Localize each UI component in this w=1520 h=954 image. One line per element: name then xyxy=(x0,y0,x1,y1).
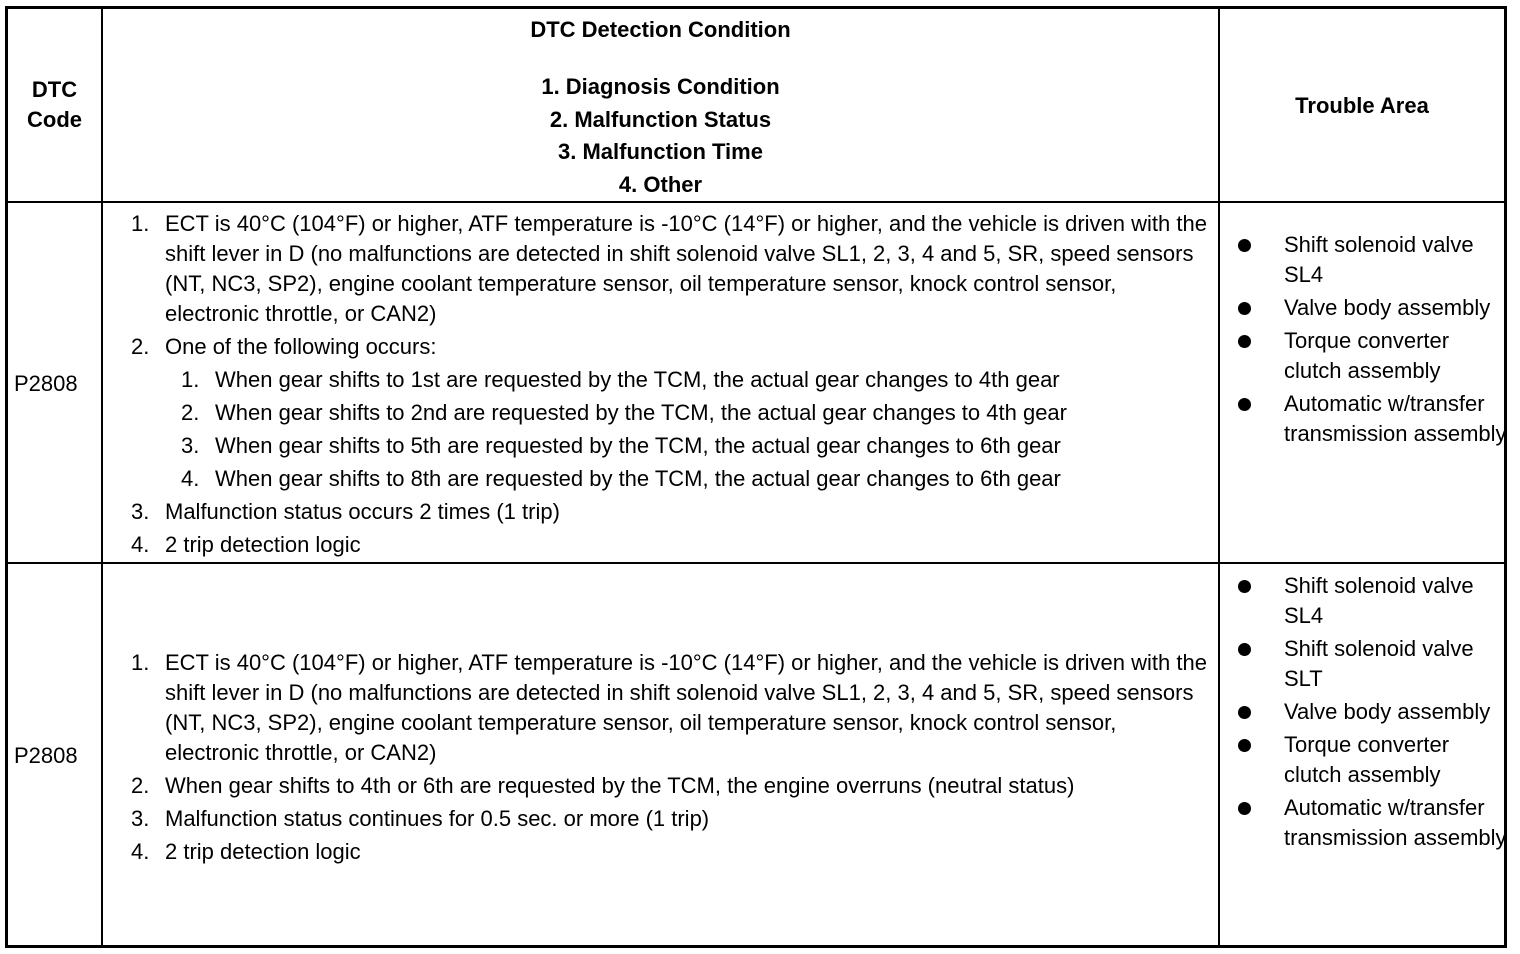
bullet-icon xyxy=(1238,239,1251,252)
condition-number: 4. xyxy=(131,532,150,557)
condition-item xyxy=(121,771,1213,801)
header-detection-item: 2. Malfunction Status xyxy=(549,106,772,132)
trouble-area-cell xyxy=(1228,230,1508,452)
condition-number: 3. xyxy=(181,433,200,458)
header-dtc-code-line: Code xyxy=(27,107,82,132)
condition-item xyxy=(121,530,1213,560)
dtc-code-cell: P2808 xyxy=(14,371,78,396)
trouble-area-text: Automatic w/transfer transmission assembly xyxy=(1284,795,1507,850)
dtc-table xyxy=(5,6,1507,948)
trouble-area-item xyxy=(1228,697,1508,727)
trouble-area-item xyxy=(1228,634,1508,694)
condition-text: One of the following occurs: xyxy=(165,334,437,359)
trouble-area-text: Valve body assembly xyxy=(1284,699,1491,724)
condition-item xyxy=(121,209,1213,329)
condition-number: 1. xyxy=(131,211,150,236)
condition-number: 4. xyxy=(181,466,200,491)
trouble-area-item xyxy=(1228,571,1508,631)
condition-text: ECT is 40°C (104°F) or higher, ATF temperature is -10°C (14°F) or higher, and the vehicle is driven with the shift lever in D (no malfunctions are detected in shift solenoid valve SL1, 2, 3, 4 and 5, SR, speed sensors (NT, NC3, SP2), engine coolant temperature sensor, oil temperature sensor, knock control sensor, electronic throttle, or CAN2) xyxy=(165,211,1207,326)
trouble-area-list xyxy=(1228,571,1508,853)
dtc-code-cell: P2808 xyxy=(14,743,78,768)
trouble-area-item xyxy=(1228,230,1508,290)
bullet-icon xyxy=(1238,302,1251,315)
condition-text: Malfunction status occurs 2 times (1 trip) xyxy=(165,499,560,524)
header-dtc-code xyxy=(8,9,101,201)
bullet-icon xyxy=(1238,706,1251,719)
trouble-area-item xyxy=(1228,326,1508,386)
bullet-icon xyxy=(1238,335,1251,348)
condition-item xyxy=(121,332,1213,362)
condition-text: When gear shifts to 4th or 6th are requested by the TCM, the engine overruns (neutral status) xyxy=(165,773,1075,798)
trouble-area-item xyxy=(1228,730,1508,790)
condition-item xyxy=(121,648,1213,768)
condition-number: 3. xyxy=(131,806,150,831)
trouble-area-text: Shift solenoid valve SL4 xyxy=(1284,573,1474,628)
header-trouble-area xyxy=(1220,9,1504,201)
condition-item xyxy=(121,497,1213,527)
trouble-area-item xyxy=(1228,793,1508,853)
condition-item xyxy=(121,837,1213,867)
trouble-area-item xyxy=(1228,389,1508,449)
condition-text: When gear shifts to 2nd are requested by the TCM, the actual gear changes to 4th gear xyxy=(215,400,1067,425)
bullet-icon xyxy=(1238,398,1251,411)
condition-list xyxy=(121,648,1213,867)
condition-item xyxy=(121,804,1213,834)
row-divider xyxy=(8,201,1504,203)
detection-condition-cell xyxy=(121,648,1213,870)
condition-text: Malfunction status continues for 0.5 sec. or more (1 trip) xyxy=(165,806,710,831)
condition-number: 1. xyxy=(131,650,150,675)
header-detection-item: 3. Malfunction Time xyxy=(558,139,763,164)
condition-number: 1. xyxy=(181,367,200,392)
trouble-area-list xyxy=(1228,230,1508,449)
condition-text: When gear shifts to 5th are requested by the TCM, the actual gear changes to 6th gear xyxy=(215,433,1061,458)
bullet-icon xyxy=(1238,580,1251,593)
condition-text: ECT is 40°C (104°F) or higher, ATF temperature is -10°C (14°F) or higher, and the vehicle is driven with the shift lever in D (no malfunctions are detected in shift solenoid valve SL1, 2, 3, 4 and 5, SR, speed sensors (NT, NC3, SP2), engine coolant temperature sensor, oil temperature sensor, knock control sensor, electronic throttle, or CAN2) xyxy=(165,650,1207,765)
condition-text: 2 trip detection logic xyxy=(165,532,361,557)
header-trouble-area-label: Trouble Area xyxy=(1295,93,1429,118)
condition-subitem xyxy=(121,431,1213,461)
header-dtc-code-line: DTC xyxy=(31,77,78,102)
condition-text: When gear shifts to 1st are requested by the TCM, the actual gear changes to 4th gear xyxy=(215,367,1060,392)
condition-number: 2. xyxy=(181,400,200,425)
condition-number: 3. xyxy=(131,499,150,524)
condition-list xyxy=(121,209,1213,560)
condition-number: 2. xyxy=(131,773,150,798)
trouble-area-item xyxy=(1228,293,1508,323)
header-detection-item: 4. Other xyxy=(618,171,703,197)
condition-number: 4. xyxy=(131,839,150,864)
condition-text: 2 trip detection logic xyxy=(165,839,361,864)
bullet-icon xyxy=(1238,802,1251,815)
header-detection-title: DTC Detection Condition xyxy=(530,17,791,42)
condition-text: When gear shifts to 8th are requested by the TCM, the actual gear changes to 6th gear xyxy=(215,466,1061,491)
header-detection-item: 1. Diagnosis Condition xyxy=(541,74,780,99)
bullet-icon xyxy=(1238,739,1251,752)
trouble-area-text: Valve body assembly xyxy=(1284,295,1491,320)
condition-subitem xyxy=(121,365,1213,395)
trouble-area-text: Automatic w/transfer transmission assembly xyxy=(1284,391,1507,446)
detection-condition-cell xyxy=(121,209,1213,563)
condition-subitem xyxy=(121,398,1213,428)
trouble-area-text: Torque converter clutch assembly xyxy=(1284,732,1450,787)
trouble-area-text: Torque converter clutch assembly xyxy=(1284,328,1450,383)
trouble-area-cell xyxy=(1228,571,1508,856)
condition-subitem xyxy=(121,464,1213,494)
header-detection-condition xyxy=(103,9,1218,201)
trouble-area-text: Shift solenoid valve SLT xyxy=(1284,636,1474,691)
bullet-icon xyxy=(1238,643,1251,656)
trouble-area-text: Shift solenoid valve SL4 xyxy=(1284,232,1474,287)
condition-number: 2. xyxy=(131,334,150,359)
